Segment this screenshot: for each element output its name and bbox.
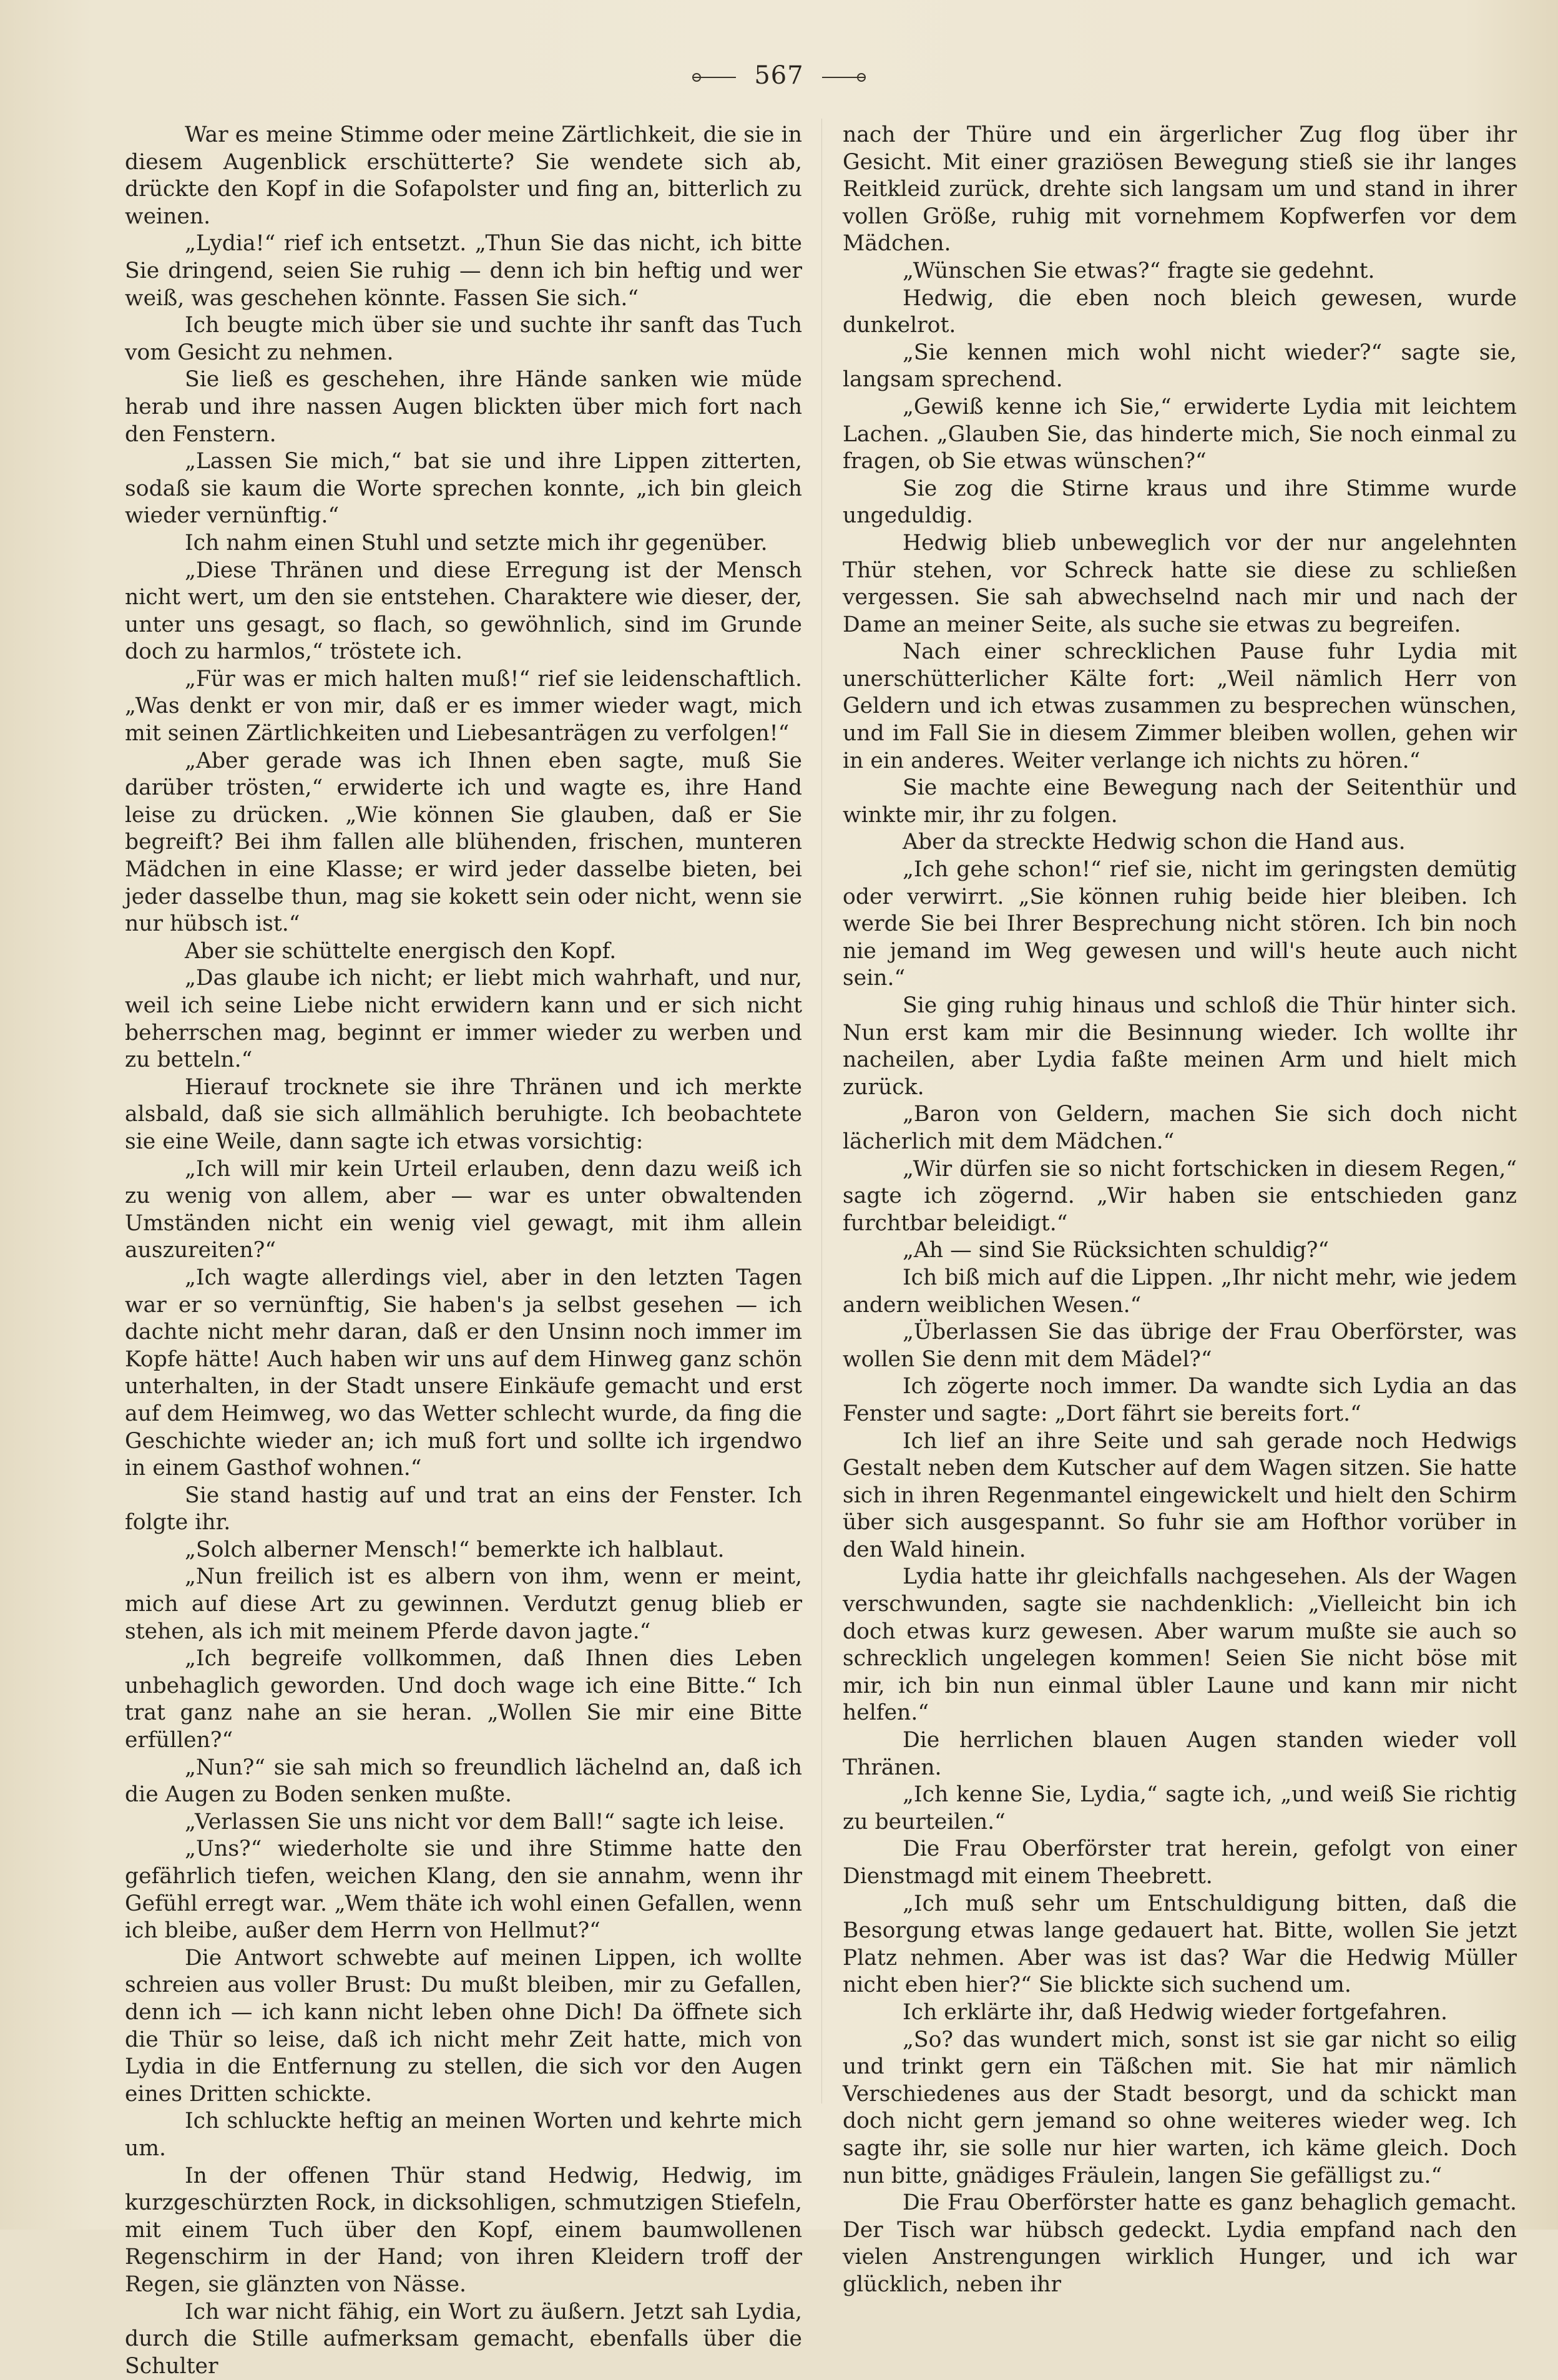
paragraph: Hierauf trocknete sie ihre Thränen und ich merkte alsbald, daß sie sich allmählich beruhigte. Ich beobachtete sie eine Weile, dann sagte ich etwas vorsichtig:: [125, 1074, 802, 1156]
paragraph: Sie stand hastig auf und trat an eins der Fenster. Ich folgte ihr.: [125, 1482, 802, 1537]
paragraph: nach der Thüre und ein ärgerlicher Zug flog über ihr Gesicht. Mit einer graziösen Bewegung stieß sie ihr langes Reitkleid zurück, drehte sich langsam um und stand in ihrer vollen Größe, ruhig mit vornehmem Kopfwerfen vor dem Mädchen.: [843, 122, 1517, 258]
paragraph: „Ich wagte allerdings viel, aber in den letzten Tagen war er so vernünftig, Sie haben's ja selbst gesehen — ich dachte nicht mehr daran, daß er den Unsinn noch immer im Kopfe hätte! Auch haben wir uns auf dem Hinweg ganz schön unterhalten, in der Stadt unsere Einkäufe gemacht und erst auf dem Heimweg, wo das Wetter schlecht wurde, da fing die Geschichte wieder an; ich muß fort und sollte ich irgendwo in einem Gasthof wohnen.“: [125, 1265, 802, 1482]
paragraph: „Ich gehe schon!“ rief sie, nicht im geringsten demütig oder verwirrt. „Sie können ruhig beide hier bleiben. Ich werde Sie bei Ihrer Besprechung nicht stören. Ich bin noch nie jemand im Weg gewesen und will's heute auch nicht sein.“: [843, 856, 1517, 992]
paragraph: „Diese Thränen und diese Erregung ist der Mensch nicht wert, um den sie entstehen. Charaktere wie dieser, der, unter uns gesagt, so flach, so gewöhnlich, sind im Grunde doch zu harmlos,“ tröstete ich.: [125, 557, 802, 666]
paragraph: Lydia hatte ihr gleichfalls nachgesehen. Als der Wagen verschwunden, sagte sie nachdenklich: „Vielleicht bin ich doch etwas kurz gewesen. Aber warum mußte sie auch so schrecklich ungelegen kommen! Seien Sie nicht böse mit mir, ich bin nun einmal übler Laune und kann mir nicht helfen.“: [843, 1564, 1517, 1727]
paragraph: „Das glaube ich nicht; er liebt mich wahrhaft, und nur, weil ich seine Liebe nicht erwidern kann und er sich nicht beherrschen mag, beginnt er immer wieder zu werben und zu betteln.“: [125, 965, 802, 1074]
paragraph: Sie machte eine Bewegung nach der Seitenthür und winkte mir, ihr zu folgen.: [843, 775, 1517, 829]
paragraph: Ich zögerte noch immer. Da wandte sich Lydia an das Fenster und sagte: „Dort fährt sie bereits fort.“: [843, 1373, 1517, 1428]
paragraph: Ich nahm einen Stuhl und setzte mich ihr gegenüber.: [125, 530, 802, 557]
paragraph: „Ich kenne Sie, Lydia,“ sagte ich, „und weiß Sie richtig zu beurteilen.“: [843, 1781, 1517, 1836]
paragraph: „So? das wundert mich, sonst ist sie gar nicht so eilig und trinkt gern ein Täßchen mit. Sie hat mir nämlich Verschiedenes aus der Stadt besorgt, und da schickt man doch nicht gern jemand so ohne weiteres wieder weg. Ich sagte ihr, sie solle nur hier warten, ich käme gleich. Doch nun bitte, gnädiges Fräulein, langen Sie gefälligst zu.“: [843, 2027, 1517, 2190]
paragraph: Nach einer schrecklichen Pause fuhr Lydia mit unerschütterlicher Kälte fort: „Weil nämlich Herr von Geldern und ich etwas zusammen zu besprechen wünschen, und im Fall Sie in diesem Zimmer bleiben wollen, gehen wir in ein anderes. Weiter verlange ich nichts zu hören.“: [843, 639, 1517, 775]
paragraph: „Sie kennen mich wohl nicht wieder?“ sagte sie, langsam sprechend.: [843, 340, 1517, 394]
paragraph: Hedwig, die eben noch bleich gewesen, wurde dunkelrot.: [843, 285, 1517, 340]
paragraph: Aber da streckte Hedwig schon die Hand aus.: [843, 829, 1517, 856]
paragraph: Ich beugte mich über sie und suchte ihr sanft das Tuch vom Gesicht zu nehmen.: [125, 312, 802, 366]
paragraph: „Ich muß sehr um Entschuldigung bitten, daß die Besorgung etwas lange gedauert hat. Bitte, wollen Sie jetzt Platz nehmen. Aber was ist das? War die Hedwig Müller nicht eben hier?“ Sie blickte sich suchend um.: [843, 1891, 1517, 1999]
paragraph: „Solch alberner Mensch!“ bemerkte ich halblaut.: [125, 1537, 802, 1564]
paragraph: Ich biß mich auf die Lippen. „Ihr nicht mehr, wie jedem andern weiblichen Wesen.“: [843, 1265, 1517, 1319]
ornament-right-icon: [822, 77, 866, 78]
paragraph: Ich erklärte ihr, daß Hedwig wieder fortgefahren.: [843, 1999, 1517, 2027]
paragraph: „Lydia!“ rief ich entsetzt. „Thun Sie das nicht, ich bitte Sie dringend, seien Sie ruhig — denn ich bin heftig und wer weiß, was geschehen könnte. Fassen Sie sich.“: [125, 230, 802, 312]
page-header: [0, 61, 1558, 90]
paragraph: War es meine Stimme oder meine Zärtlichkeit, die sie in diesem Augenblick erschütterte? Sie wendete sich ab, drückte den Kopf in die Sofapolster und fing an, bitterlich zu weinen.: [125, 122, 802, 230]
paragraph: „Wir dürfen sie so nicht fortschicken in diesem Regen,“ sagte ich zögernd. „Wir haben sie entschieden ganz furchtbar beleidigt.“: [843, 1156, 1517, 1238]
paragraph: „Überlassen Sie das übrige der Frau Oberförster, was wollen Sie denn mit dem Mädel?“: [843, 1319, 1517, 1373]
paragraph: „Aber gerade was ich Ihnen eben sagte, muß Sie darüber trösten,“ erwiderte ich und wagte es, ihre Hand leise zu drücken. „Wie können Sie glauben, daß er Sie begreift? Bei ihm fallen alle blühenden, frischen, munteren Mädchen in eine Klasse; er wird jeder dasselbe bieten, bei jeder dasselbe thun, mag sie kokett sein oder nicht, wenn sie nur hübsch ist.“: [125, 748, 802, 938]
paragraph: Ich lief an ihre Seite und sah gerade noch Hedwigs Gestalt neben dem Kutscher auf dem Wagen sitzen. Sie hatte sich in ihren Regenmantel eingewickelt und hielt den Schirm über sich ausgespannt. So fuhr sie am Hofthor vorüber in den Wald hinein.: [843, 1428, 1517, 1564]
paragraph: Sie ließ es geschehen, ihre Hände sanken wie müde herab und ihre nassen Augen blickten über mich fort nach den Fenstern.: [125, 366, 802, 448]
paragraph: Die Antwort schwebte auf meinen Lippen, ich wollte schreien aus voller Brust: Du mußt bleiben, mir zu Gefallen, denn ich — ich kann nicht leben ohne Dich! Da öffnete sich die Thür so leise, daß ich nicht mehr Zeit hatte, mich von Lydia in die Entfernung zu stellen, die sich vor den Augen eines Dritten schickte.: [125, 1945, 802, 2108]
paragraph: „Für was er mich halten muß!“ rief sie leidenschaftlich. „Was denkt er von mir, daß er es immer wieder wagt, mich mit seinen Zärtlichkeiten und Liebesanträgen zu verfolgen!“: [125, 666, 802, 748]
paragraph: Die Frau Oberförster hatte es ganz behaglich gemacht. Der Tisch war hübsch gedeckt. Lydia empfand nach den vielen Anstrengungen wirklich Hunger, und ich war glücklich, neben ihr: [843, 2190, 1517, 2298]
paragraph: „Ah — sind Sie Rücksichten schuldig?“: [843, 1237, 1517, 1265]
paragraph: „Gewiß kenne ich Sie,“ erwiderte Lydia mit leichtem Lachen. „Glauben Sie, das hinderte mich, Sie noch einmal zu fragen, ob Sie etwas wünschen?“: [843, 394, 1517, 476]
right-column: [843, 122, 1517, 2299]
paragraph: Hedwig blieb unbeweglich vor der nur angelehnten Thür stehen, vor Schreck hatte sie diese zu schließen vergessen. Sie sah abwechselnd nach mir und nach der Dame an meiner Seite, als suche sie etwas zu begreifen.: [843, 530, 1517, 639]
paragraph: Ich schluckte heftig an meinen Worten und kehrte mich um.: [125, 2108, 802, 2162]
paragraph: „Wünschen Sie etwas?“ fragte sie gedehnt.: [843, 258, 1517, 285]
paragraph: Ich war nicht fähig, ein Wort zu äußern. Jetzt sah Lydia, durch die Stille aufmerksam gemacht, ebenfalls über die Schulter: [125, 2299, 802, 2380]
paragraph: „Ich will mir kein Urteil erlauben, denn dazu weiß ich zu wenig von allem, aber — war es unter obwaltenden Umständen nicht ein wenig viel gewagt, mit ihm allein auszureiten?“: [125, 1156, 802, 1265]
paragraph: In der offenen Thür stand Hedwig, Hedwig, im kurzgeschürzten Rock, in dicksohligen, schmutzigen Stiefeln, mit einem Tuch über den Kopf, einem baumwollenen Regenschirm in der Hand; von ihren Kleidern troff der Regen, sie glänzten von Nässe.: [125, 2163, 802, 2299]
paragraph: Sie ging ruhig hinaus und schloß die Thür hinter sich. Nun erst kam mir die Besinnung wieder. Ich wollte ihr nacheilen, aber Lydia faßte meinen Arm und hielt mich zurück.: [843, 992, 1517, 1101]
paragraph: „Ich begreife vollkommen, daß Ihnen dies Leben unbehaglich geworden. Und doch wage ich eine Bitte.“ Ich trat ganz nahe an sie heran. „Wollen Sie mir eine Bitte erfüllen?“: [125, 1645, 802, 1754]
paragraph: Sie zog die Stirne kraus und ihre Stimme wurde ungeduldig.: [843, 476, 1517, 530]
paragraph: Aber sie schüttelte energisch den Kopf.: [125, 938, 802, 966]
paragraph: „Nun freilich ist es albern von ihm, wenn er meint, mich auf diese Art zu gewinnen. Verdutzt genug blieb er stehen, als ich mit meinem Pferde davon jagte.“: [125, 1564, 802, 1645]
paragraph: Die herrlichen blauen Augen standen wieder voll Thränen.: [843, 1727, 1517, 1781]
paragraph: Die Frau Oberförster trat herein, gefolgt von einer Dienstmagd mit einem Theebrett.: [843, 1836, 1517, 1890]
paragraph: „Lassen Sie mich,“ bat sie und ihre Lippen zitterten, sodaß sie kaum die Worte sprechen konnte, „ich bin gleich wieder vernünftig.“: [125, 448, 802, 530]
paragraph: „Nun?“ sie sah mich so freundlich lächelnd an, daß ich die Augen zu Boden senken mußte.: [125, 1755, 802, 1809]
left-column: [125, 122, 802, 2380]
ornament-left-icon: [692, 77, 736, 78]
paragraph: „Verlassen Sie uns nicht vor dem Ball!“ sagte ich leise.: [125, 1809, 802, 1836]
paragraph: „Uns?“ wiederholte sie und ihre Stimme hatte den gefährlich tiefen, weichen Klang, den sie annahm, wenn ihr Gefühl erregt war. „Wem thäte ich wohl einen Gefallen, wenn ich bleibe, außer dem Herrn von Hellmut?“: [125, 1836, 802, 1944]
page-number: 567: [754, 61, 803, 90]
column-divider: [821, 119, 822, 2103]
paragraph: „Baron von Geldern, machen Sie sich doch nicht lächerlich mit dem Mädchen.“: [843, 1101, 1517, 1155]
